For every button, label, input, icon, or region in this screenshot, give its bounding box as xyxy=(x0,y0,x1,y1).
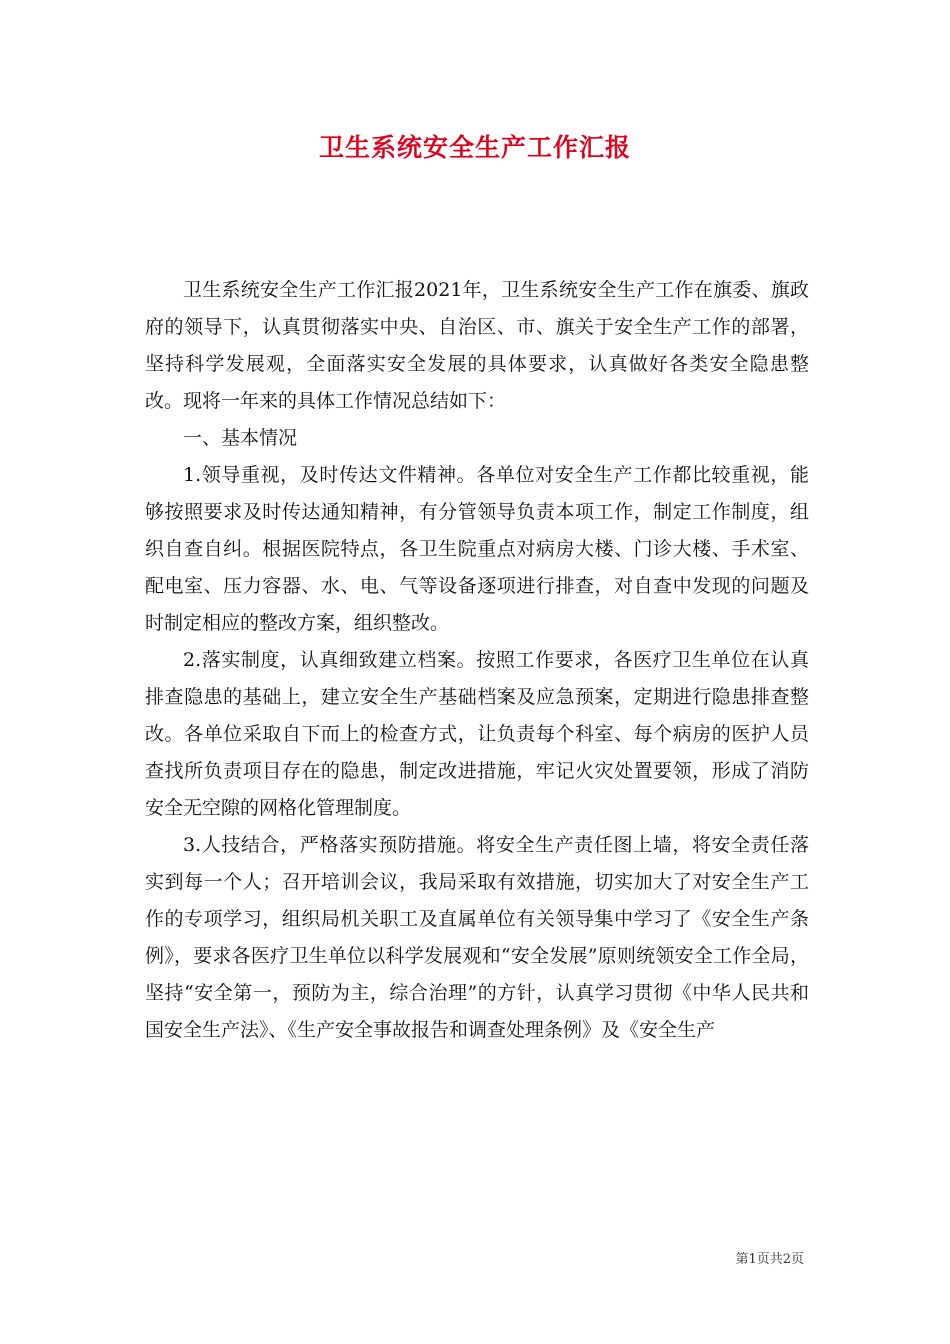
paragraph-item-2: 2.落实制度，认真细致建立档案。按照工作要求，各医疗卫生单位在认真排查隐患的基础上，建立安全生产基础档案及应急预案，定期进行隐患排查整改。各单位采取自下而上的检查方式，让负责每个科室、每个病房的医护人员查找所负责项目存在的隐患，制定改进措施，牢记火灾处置要领，形成了消防安全无空隙的网格化管理制度。 xyxy=(145,649,809,819)
document-body xyxy=(145,272,809,1049)
paragraph-item-3: 3.人技结合，严格落实预防措施。将安全生产责任图上墙，将安全责任落实到每一个人；召开培训会议，我局采取有效措施，切实加大了对安全生产工作的专项学习，组织局机关职工及直属单位有关领导集中学习了《安全生产条例》，要求各医疗卫生单位以科学发展观和“安全发展”原则统领安全工作全局，坚持“安全第一，预防为主，综合治理”的方针，认真学习贯彻《中华人民共和国安全生产法》、《生产安全事故报告和调查处理条例》及《安全生产 xyxy=(145,834,809,1041)
intro-paragraph: 卫生系统安全生产工作汇报2021年，卫生系统安全生产工作在旗委、旗政府的领导下，认真贯彻落实中央、自治区、市、旗关于安全生产工作的部署，坚持科学发展观，全面落实安全发展的具体要求，认真做好各类安全隐患整改。现将一年来的具体工作情况总结如下： xyxy=(145,279,809,412)
document-title: 卫生系统安全生产工作汇报 xyxy=(318,133,631,162)
paragraph-item-1: 1.领导重视，及时传达文件精神。各单位对安全生产工作都比较重视，能够按照要求及时传达通知精神，有分管领导负责本项工作，制定工作制度，组织自查自纠。根据医院特点，各卫生院重点对病房大楼、门诊大楼、手术室、配电室、压力容器、水、电、气等设备逐项进行排查，对自查中发现的问题及时制定相应的整改方案，组织整改。 xyxy=(145,464,809,634)
section-heading-basic: 一、基本情况 xyxy=(183,427,298,449)
page-number-footer: 第1页共2页 xyxy=(735,1252,804,1267)
